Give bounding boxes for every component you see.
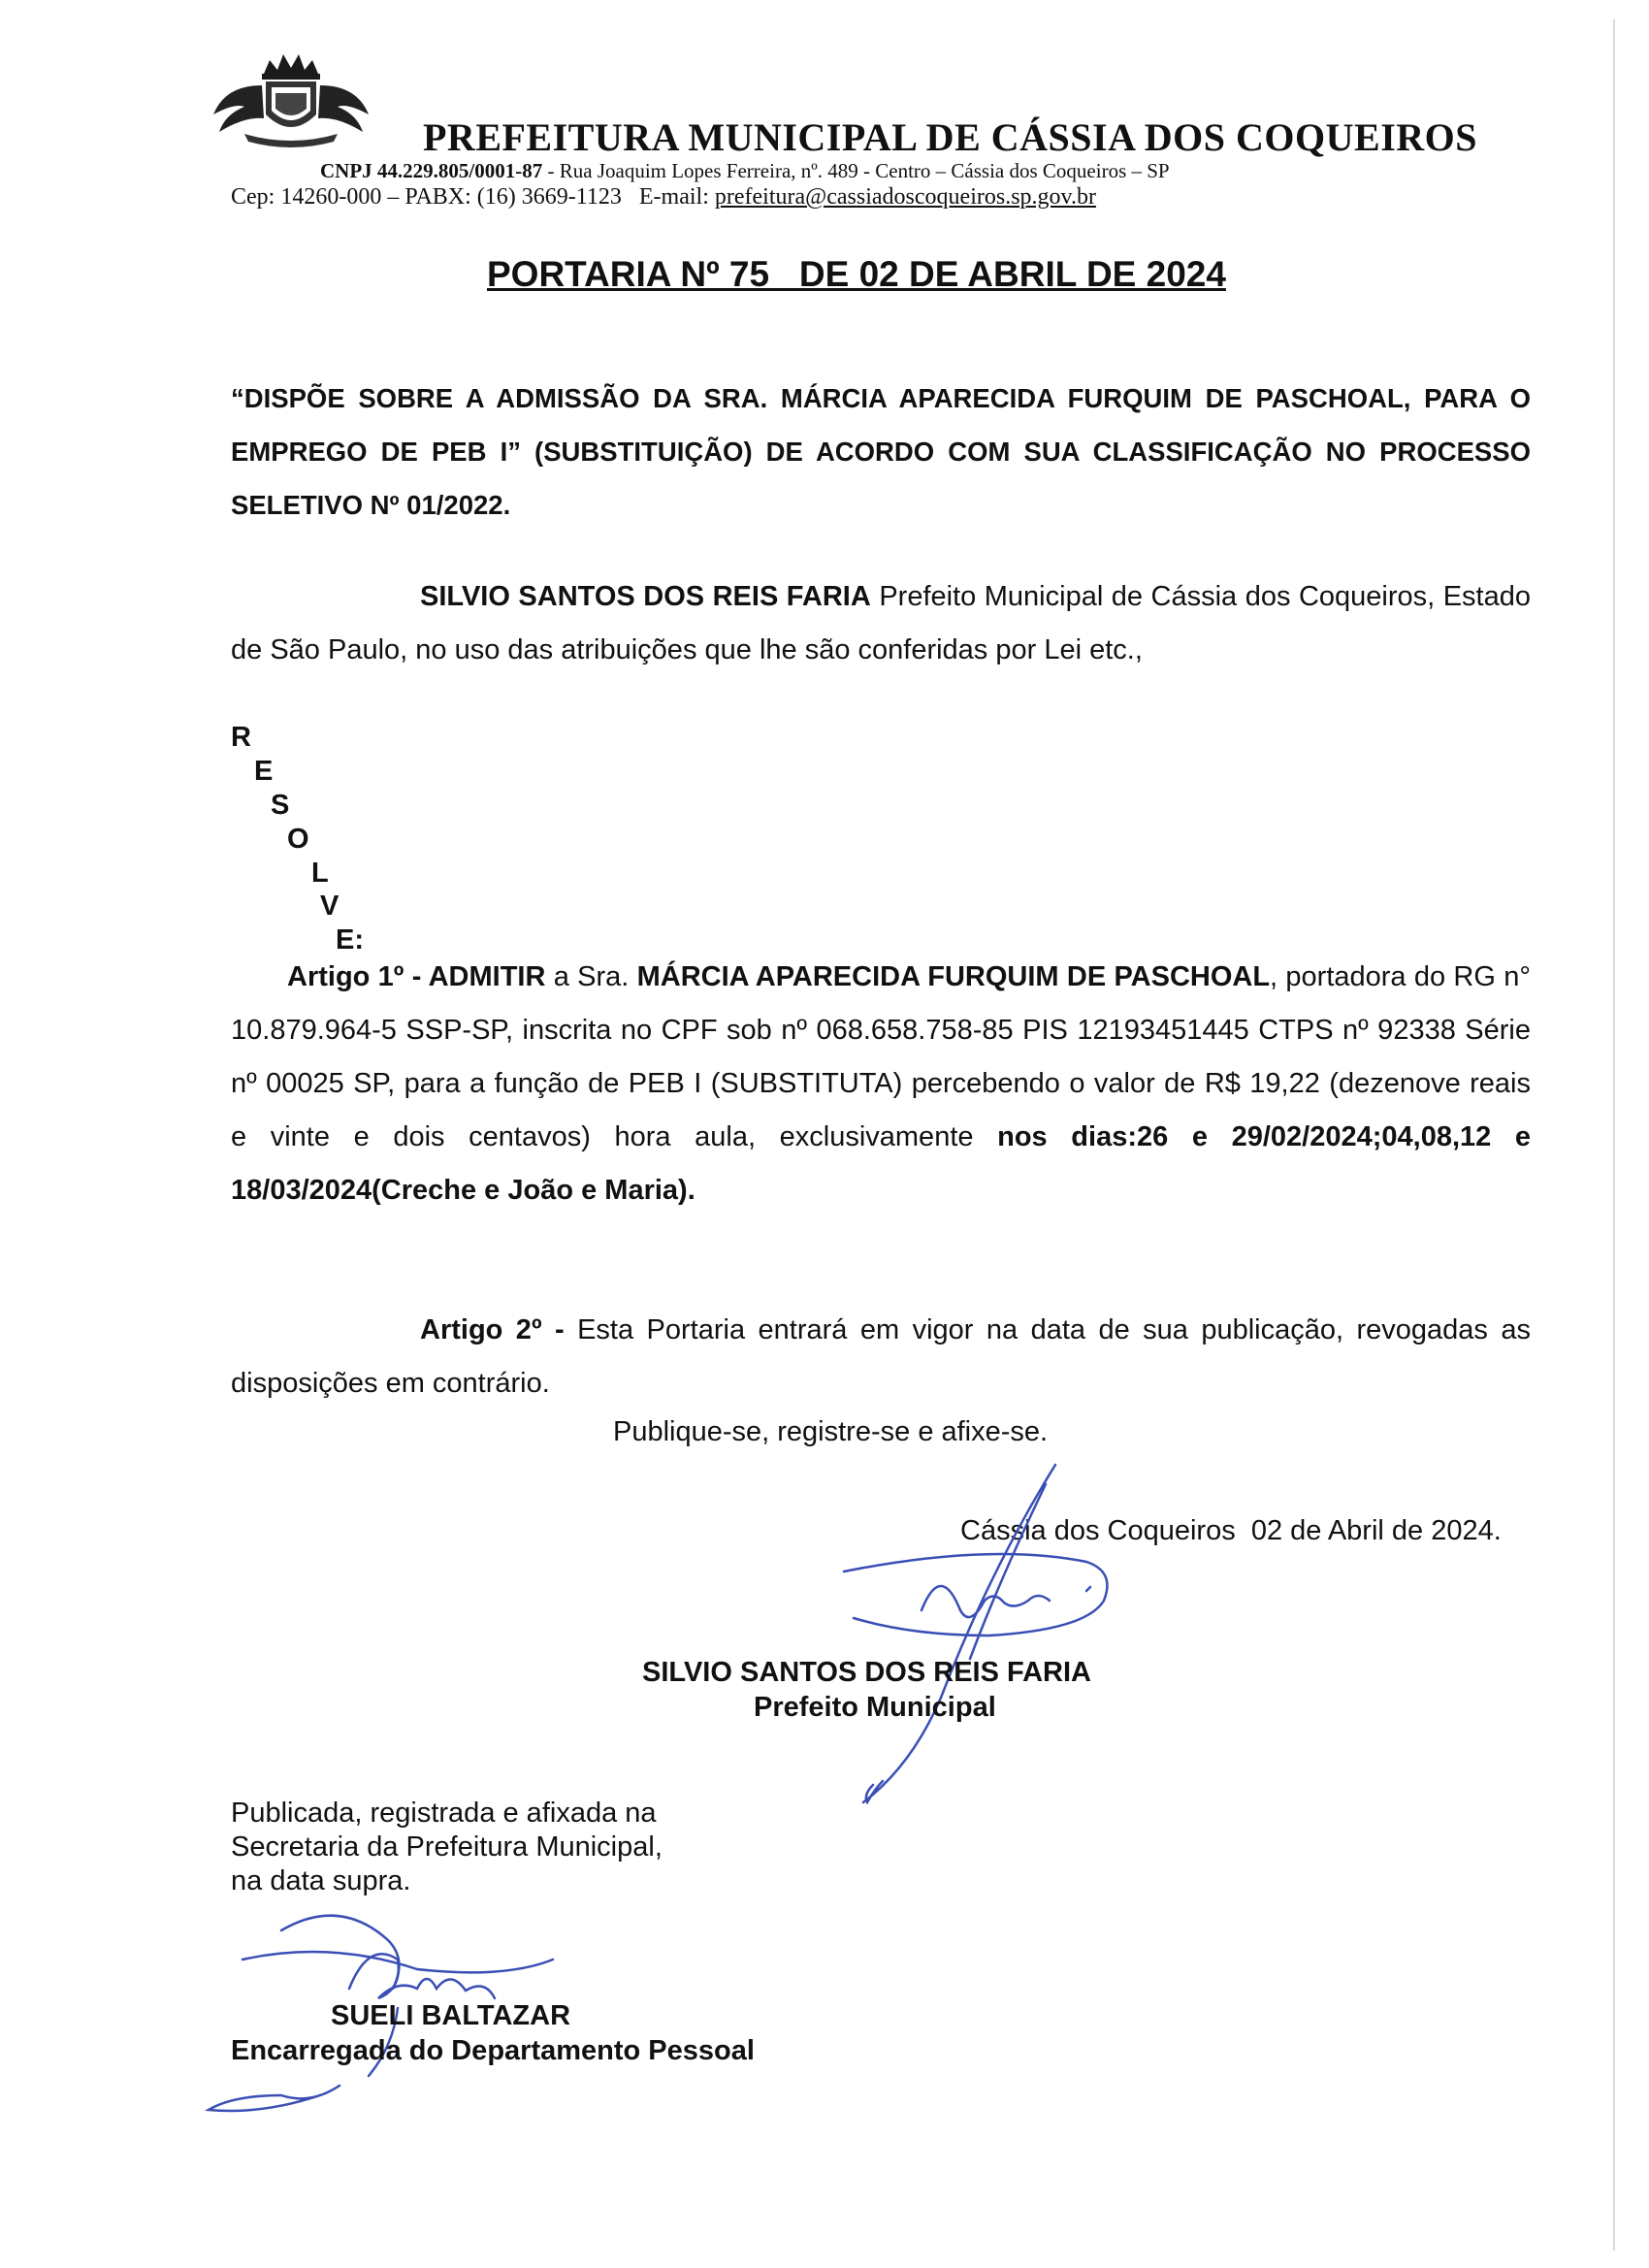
header-cnpj-address [320, 159, 1533, 183]
resolve-letter: R [231, 722, 251, 753]
local-date: Cássia dos Coqueiros 02 de Abril de 2024. [960, 1515, 1502, 1546]
publication-note-line: Publicada, registrada e afixada na [231, 1798, 657, 1829]
artigo-2-text: Esta Portaria entrará em vigor na data de sua publicação, revogadas as disposições em contrário. [231, 1314, 1531, 1399]
artigo-1-text: , portadora do RG n° 10.879.964-5 SSP-SP, inscrita no CPF sob nº 068.658.758-85 PIS 12193451445 CTPS nº 92338 Série nº 00025 SP, para a função de PEB I (SUBSTITUTA) percebendo o valor de R$ 19,22 (dezenove reais e vinte e dois centavos) hora aula, exclusivamente [231, 961, 1531, 1152]
intro-paragraph [231, 570, 1531, 677]
signatory-role: Prefeito Municipal [754, 1692, 996, 1723]
artigo-2-label: Artigo 2º - [420, 1314, 578, 1345]
publique-line: Publique-se, registre-se e afixe-se. [613, 1416, 1049, 1447]
cnpj: CNPJ 44.229.805/0001-87 [320, 159, 543, 182]
address: - Rua Joaquim Lopes Ferreira, nº. 489 - Centro – Cássia dos Coqueiros – SP [542, 159, 1170, 182]
signatory2-role: Encarregada do Departamento Pessoal [231, 2035, 755, 2066]
mayor-name: SILVIO SANTOS DOS REIS FARIA [420, 581, 871, 612]
email-link[interactable]: prefeitura@cassiadoscoqueiros.sp.gov.br [714, 184, 1096, 210]
resolve-letter: E [254, 756, 274, 787]
header-contact [231, 184, 1521, 211]
signatory2-name: SUELI BALTAZAR [331, 2000, 571, 2031]
artigo-1-label: Artigo 1º - ADMITIR [287, 961, 546, 992]
admitted-name: MÁRCIA APARECIDA FURQUIM DE PASCHOAL [636, 961, 1271, 992]
cep-pabx: Cep: 14260-000 – PABX: (16) 3669-1123 [231, 184, 622, 210]
institution-name: PREFEITURA MUNICIPAL DE CÁSSIA DOS COQUEIROS [423, 115, 1477, 159]
publication-note-line: Secretaria da Prefeitura Municipal, [231, 1831, 663, 1863]
artigo-1 [231, 951, 1531, 1217]
artigo-1-pre: a Sra. [545, 961, 637, 992]
signatory-name: SILVIO SANTOS DOS REIS FARIA [642, 1657, 1091, 1688]
ementa: “DISPÕE SOBRE A ADMISSÃO DA SRA. MÁRCIA APARECIDA FURQUIM DE PASCHOAL, PARA O EMPREGO DE PEB I” (SUBSTITUIÇÃO) DE ACORDO COM SUA CLASSIFICAÇÃO NO PROCESSO SELETIVO Nº 01/2022. [231, 383, 1531, 520]
municipal-crest-icon [206, 47, 376, 153]
artigo-1-dates: nos dias:26 e 29/02/2024;04,08,12 e 18/03/2024(Creche e João e Maria). [231, 1121, 1532, 1206]
publication-note-line: na data supra. [231, 1865, 411, 1896]
resolve-letter: O [287, 824, 309, 855]
resolve-letter: L [311, 858, 329, 889]
artigo-2 [231, 1304, 1531, 1410]
resolve-letter: E: [336, 924, 364, 956]
scan-edge-line [1613, 19, 1615, 2251]
publication-note [231, 1797, 663, 1898]
email-label: E-mail: [638, 184, 715, 210]
document-title: PORTARIA Nº 75 DE 02 DE ABRIL DE 2024 [487, 254, 1226, 294]
intro-text: Prefeito Municipal de Cássia dos Coqueiros, Estado de São Paulo, no uso das atribuições que lhe são conferidas por Lei etc., [231, 581, 1531, 665]
resolve-letter: S [271, 790, 290, 821]
mayor-signature [795, 1455, 1203, 1804]
resolve-letter: V [320, 891, 340, 922]
